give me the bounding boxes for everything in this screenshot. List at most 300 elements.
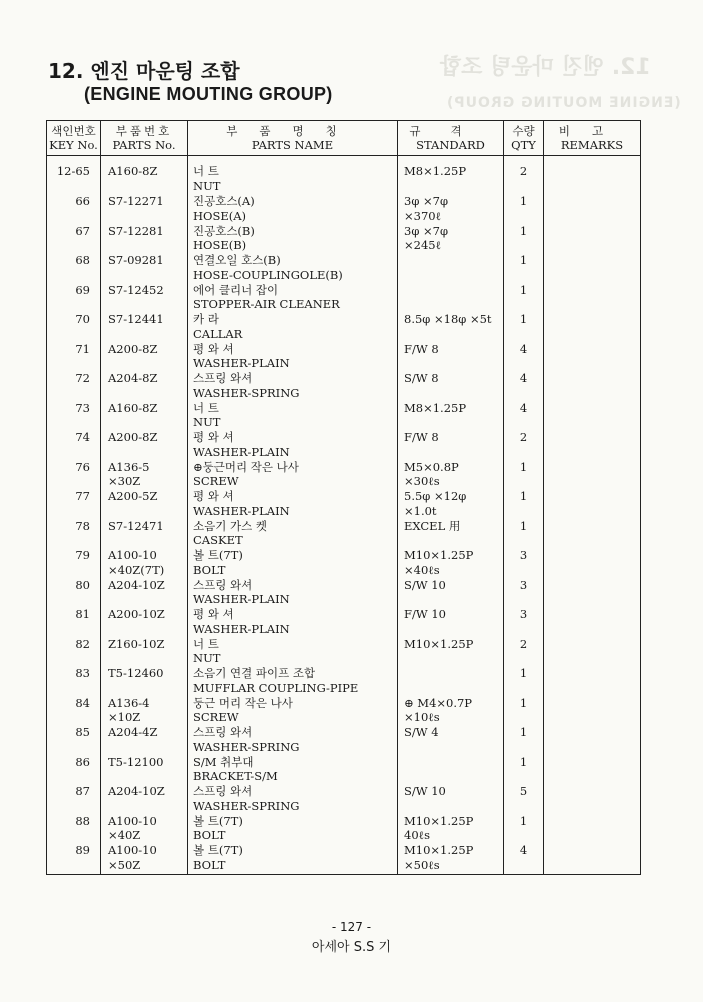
header-standard-ko: 규격 [409, 124, 492, 138]
part-name-cell [188, 696, 398, 726]
table-row [47, 194, 641, 224]
key-cell: 12-65 [47, 156, 101, 195]
part-name-cell [188, 489, 398, 519]
part-no-line: A204-10Z [108, 784, 165, 798]
standard-cell [398, 460, 504, 490]
standard-line: ×1.0t [404, 503, 437, 518]
key-cell: 84 [47, 696, 101, 726]
standard-cell [398, 342, 504, 372]
part-name-cell [188, 253, 398, 283]
header-qty-en: QTY [511, 138, 536, 152]
qty-cell: 1 [504, 696, 544, 726]
qty-cell: 1 [504, 519, 544, 549]
qty-cell: 2 [504, 637, 544, 667]
qty-cell: 3 [504, 578, 544, 608]
table-row [47, 430, 641, 460]
parts-table-header [47, 121, 641, 156]
part-name-cell [188, 784, 398, 814]
remarks-cell [544, 224, 641, 254]
remarks-cell [544, 430, 641, 460]
key-cell: 79 [47, 548, 101, 578]
standard-line: M8×1.25P [404, 400, 467, 415]
standard-line: 5.5φ ×12φ [404, 489, 467, 503]
remarks-cell [544, 755, 641, 785]
header-part-name-ko: 부품명칭 [226, 124, 359, 138]
part-name-english: WASHER-SPRING [193, 385, 300, 400]
part-name-cell [188, 755, 398, 785]
part-no-cell [101, 283, 188, 313]
standard-line: ×370ℓ [404, 208, 442, 223]
standard-line: M10×1.25P [404, 843, 474, 857]
part-name-cell [188, 637, 398, 667]
part-name-korean: 연결오일 호스(B) [193, 253, 281, 267]
part-name-english: NUT [193, 651, 221, 665]
part-no-line: A200-10Z [108, 607, 165, 621]
standard-line: M10×1.25P [404, 813, 474, 828]
remarks-cell [544, 519, 641, 549]
qty-cell: 1 [504, 460, 544, 490]
qty-cell: 2 [504, 156, 544, 195]
part-name-english: SCREW [193, 710, 239, 724]
table-row [47, 814, 641, 844]
standard-line: ×30ℓs [404, 474, 440, 488]
part-name-english: HOSE-COUPLINGOLE(B) [193, 267, 343, 282]
standard-line: M10×1.25P [404, 636, 474, 651]
standard-cell [398, 156, 504, 195]
part-name-cell [188, 607, 398, 637]
remarks-cell [544, 548, 641, 578]
standard-line: EXCEL 用 [404, 518, 461, 533]
part-name-korean: 볼 트(7T) [193, 548, 243, 562]
qty-cell: 1 [504, 224, 544, 254]
part-no-cell [101, 194, 188, 224]
remarks-cell [544, 814, 641, 844]
header-part-name-en: PARTS NAME [251, 138, 334, 152]
standard-cell [398, 194, 504, 224]
part-name-korean: 둥근 머리 작은 나사 [193, 695, 293, 710]
part-name-cell [188, 401, 398, 431]
table-row [47, 371, 641, 401]
remarks-cell [544, 194, 641, 224]
remarks-cell [544, 843, 641, 875]
page-title-korean: 12. 엔진 마운팅 조합 [48, 59, 240, 83]
part-no-line: S7-12471 [108, 518, 164, 533]
part-name-english: WASHER-SPRING [193, 739, 300, 754]
part-name-korean: S/M 취부대 [193, 754, 254, 769]
header-standard-en: STANDARD [416, 138, 485, 152]
header-part-name [188, 121, 398, 156]
standard-cell [398, 312, 504, 342]
part-name-english: WASHER-PLAIN [193, 592, 290, 606]
remarks-cell [544, 283, 641, 313]
table-row [47, 489, 641, 519]
qty-cell: 3 [504, 548, 544, 578]
key-cell: 83 [47, 666, 101, 696]
standard-cell [398, 519, 504, 549]
part-name-korean: 평 와 셔 [193, 489, 234, 503]
part-no-line: S7-09281 [108, 253, 164, 267]
qty-cell: 1 [504, 283, 544, 313]
part-no-line: A100-10 [108, 843, 157, 857]
key-cell: 82 [47, 637, 101, 667]
part-name-english: CASKET [193, 533, 243, 547]
part-name-korean: 평 와 셔 [193, 430, 234, 444]
part-name-korean: 진공호스(A) [193, 194, 255, 208]
standard-line: S/W 10 [404, 784, 446, 798]
key-cell: 87 [47, 784, 101, 814]
part-name-korean: 소음기 가스 켓 [193, 518, 267, 533]
remarks-cell [544, 312, 641, 342]
table-row [47, 725, 641, 755]
header-part-no-ko: 부품번호 [115, 124, 173, 138]
part-name-korean: 스프링 와셔 [193, 577, 253, 592]
standard-line: M5×0.8P [404, 459, 459, 474]
standard-cell [398, 578, 504, 608]
bleed-through-title-english: (ENGINE MOUTING GROUP) [446, 95, 681, 111]
part-name-cell [188, 666, 398, 696]
part-name-english: NUT [193, 415, 221, 429]
standard-line: M10×1.25P [404, 548, 474, 562]
standard-line: ×50ℓs [404, 857, 440, 872]
part-name-cell [188, 312, 398, 342]
standard-cell [398, 696, 504, 726]
part-name-english: MUFFLAR COUPLING-PIPE [193, 680, 359, 695]
bleed-through-title-korean: 12. 엔진 마운팅 조합 [440, 55, 651, 80]
parts-table-body [47, 156, 641, 875]
part-name-english: BOLT [193, 562, 226, 577]
page-number: - 127 - [331, 920, 372, 934]
part-no-line: A136-5 [108, 459, 150, 474]
standard-line: F/W 8 [404, 430, 439, 444]
part-no-cell [101, 814, 188, 844]
key-cell: 77 [47, 489, 101, 519]
header-part-no [101, 121, 188, 156]
standard-cell [398, 401, 504, 431]
standard-line: ×245ℓ [404, 238, 442, 252]
part-name-cell [188, 156, 398, 195]
header-remarks [544, 121, 641, 156]
table-row [47, 401, 641, 431]
part-name-korean: 소음기 연결 파이프 조합 [193, 666, 316, 680]
part-no-cell [101, 156, 188, 195]
part-name-korean: 볼 트(7T) [193, 813, 243, 828]
table-row [47, 578, 641, 608]
part-no-line: A200-8Z [108, 341, 158, 356]
part-name-korean: 카 라 [193, 312, 219, 326]
remarks-cell [544, 725, 641, 755]
key-cell: 71 [47, 342, 101, 372]
part-name-cell [188, 430, 398, 460]
key-cell: 88 [47, 814, 101, 844]
qty-cell: 4 [504, 371, 544, 401]
part-name-cell [188, 371, 398, 401]
part-name-cell [188, 725, 398, 755]
key-cell: 86 [47, 755, 101, 785]
table-row [47, 460, 641, 490]
part-name-cell [188, 843, 398, 875]
table-row [47, 637, 641, 667]
header-key-ko: 색인번호 [51, 124, 96, 138]
standard-cell [398, 637, 504, 667]
standard-cell [398, 666, 504, 696]
part-name-cell [188, 814, 398, 844]
table-row [47, 283, 641, 313]
part-name-english: BRACKET-S/M [193, 769, 278, 783]
part-name-korean: 너 트 [193, 636, 219, 651]
standard-cell [398, 430, 504, 460]
remarks-cell [544, 401, 641, 431]
header-standard [398, 121, 504, 156]
part-no-cell [101, 666, 188, 696]
part-name-korean: 스프링 와셔 [193, 371, 253, 385]
remarks-cell [544, 342, 641, 372]
part-name-korean: 너 트 [193, 164, 219, 178]
qty-cell: 1 [504, 312, 544, 342]
table-row [47, 843, 641, 875]
part-no-cell [101, 784, 188, 814]
remarks-cell [544, 666, 641, 696]
bleed-through-title [440, 50, 681, 111]
qty-cell: 1 [504, 755, 544, 785]
qty-cell: 4 [504, 342, 544, 372]
standard-line: F/W 8 [404, 341, 439, 356]
part-name-korean: 평 와 셔 [193, 607, 234, 621]
page-title-english: (ENGINE MOUTING GROUP) [84, 84, 333, 104]
part-name-english: WASHER-PLAIN [193, 503, 290, 518]
part-no-cell [101, 312, 188, 342]
part-no-line: T5-12100 [108, 754, 164, 769]
standard-line: 3φ ×7φ [404, 223, 449, 238]
part-no-line: S7-12441 [108, 312, 164, 326]
qty-cell: 1 [504, 194, 544, 224]
part-no-line: ×30Z [108, 474, 141, 488]
part-name-english: BOLT [193, 828, 226, 842]
part-no-line: A204-8Z [108, 371, 158, 385]
standard-cell [398, 253, 504, 283]
remarks-cell [544, 156, 641, 195]
part-no-line: A200-8Z [108, 430, 158, 444]
part-no-line: ×50Z [108, 857, 141, 872]
standard-cell [398, 224, 504, 254]
part-no-line: S7-12271 [108, 194, 164, 208]
standard-cell [398, 725, 504, 755]
part-no-line: S7-12452 [108, 282, 164, 297]
part-no-line: A100-10 [108, 813, 157, 828]
qty-cell: 1 [504, 253, 544, 283]
header-qty [504, 121, 544, 156]
key-cell: 73 [47, 401, 101, 431]
qty-cell: 4 [504, 401, 544, 431]
standard-line: 8.5φ ×18φ ×5t [404, 312, 492, 326]
qty-cell: 1 [504, 725, 544, 755]
standard-cell [398, 371, 504, 401]
standard-cell [398, 814, 504, 844]
standard-cell [398, 607, 504, 637]
part-no-line: A200-5Z [108, 489, 158, 503]
part-no-cell [101, 578, 188, 608]
standard-line: S/W 8 [404, 371, 439, 385]
part-no-line: ×40Z(7T) [108, 562, 165, 577]
part-no-line: A160-8Z [108, 400, 158, 415]
part-name-english: BOLT [193, 857, 226, 872]
part-no-cell [101, 460, 188, 490]
key-cell: 69 [47, 283, 101, 313]
standard-line: M8×1.25P [404, 164, 467, 178]
part-no-line: S7-12281 [108, 223, 164, 238]
part-name-korean: 진공호스(B) [193, 223, 255, 238]
table-row [47, 224, 641, 254]
part-name-english: STOPPER-AIR CLEANER [193, 297, 340, 311]
part-name-korean: 너 트 [193, 400, 219, 415]
table-row [47, 253, 641, 283]
part-name-korean: 스프링 와셔 [193, 784, 253, 798]
part-no-cell [101, 253, 188, 283]
key-cell: 81 [47, 607, 101, 637]
part-no-cell [101, 489, 188, 519]
standard-line: 40ℓs [404, 828, 431, 842]
part-no-line: T5-12460 [108, 666, 164, 680]
part-name-korean: ⊕둥근머리 작은 나사 [193, 459, 299, 474]
part-name-cell [188, 460, 398, 490]
part-name-cell [188, 342, 398, 372]
remarks-cell [544, 607, 641, 637]
part-name-english: SCREW [193, 474, 239, 488]
remarks-cell [544, 489, 641, 519]
key-cell: 89 [47, 843, 101, 875]
part-no-line: Z160-10Z [108, 636, 165, 651]
standard-line: F/W 10 [404, 607, 446, 621]
part-name-cell [188, 224, 398, 254]
key-cell: 70 [47, 312, 101, 342]
part-name-english: WASHER-SPRING [193, 798, 300, 813]
header-key-en: KEY No. [49, 138, 98, 152]
standard-cell [398, 548, 504, 578]
parts-table [46, 120, 641, 875]
standard-line: ×10ℓs [404, 710, 440, 724]
remarks-cell [544, 253, 641, 283]
part-name-english: CALLAR [193, 326, 243, 341]
part-name-english: WASHER-PLAIN [193, 444, 290, 459]
part-name-cell [188, 519, 398, 549]
part-name-korean: 에어 클리너 잡이 [193, 282, 279, 297]
key-cell: 66 [47, 194, 101, 224]
part-name-english: WASHER-PLAIN [193, 621, 290, 636]
part-name-cell [188, 578, 398, 608]
key-cell: 72 [47, 371, 101, 401]
key-cell: 85 [47, 725, 101, 755]
table-row [47, 342, 641, 372]
table-row [47, 548, 641, 578]
standard-cell [398, 843, 504, 875]
key-cell: 67 [47, 224, 101, 254]
part-no-line: A136-4 [108, 695, 150, 710]
header-qty-ko: 수량 [512, 124, 535, 138]
part-no-line: ×40Z [108, 828, 141, 842]
part-no-line: A204-10Z [108, 577, 165, 592]
book-title: 아세아 S.S 기 [311, 940, 392, 955]
standard-line: 3φ ×7φ [404, 194, 449, 208]
part-name-english: HOSE(A) [193, 208, 247, 223]
qty-cell: 1 [504, 666, 544, 696]
part-name-english: HOSE(B) [193, 238, 247, 252]
part-no-cell [101, 637, 188, 667]
header-key [47, 121, 101, 156]
part-no-cell [101, 548, 188, 578]
part-no-cell [101, 519, 188, 549]
part-no-cell [101, 401, 188, 431]
standard-line: ⊕ M4×0.7P [404, 695, 473, 710]
qty-cell: 4 [504, 843, 544, 875]
key-cell: 76 [47, 460, 101, 490]
standard-line: S/W 4 [404, 725, 439, 739]
part-name-cell [188, 548, 398, 578]
standard-cell [398, 755, 504, 785]
key-cell: 68 [47, 253, 101, 283]
part-name-cell [188, 283, 398, 313]
part-name-cell [188, 194, 398, 224]
header-part-no-en: PARTS No. [112, 138, 176, 152]
part-name-korean: 스프링 와셔 [193, 725, 253, 739]
standard-cell [398, 489, 504, 519]
header-remarks-en: REMARKS [560, 138, 624, 152]
standard-cell [398, 283, 504, 313]
key-cell: 80 [47, 578, 101, 608]
standard-line: ×40ℓs [404, 562, 440, 577]
remarks-cell [544, 696, 641, 726]
part-name-english: NUT [193, 178, 221, 193]
table-row [47, 312, 641, 342]
qty-cell: 1 [504, 814, 544, 844]
table-row [47, 696, 641, 726]
part-no-cell [101, 342, 188, 372]
part-no-line: A204-4Z [108, 725, 158, 739]
remarks-cell [544, 578, 641, 608]
qty-cell: 2 [504, 430, 544, 460]
qty-cell: 5 [504, 784, 544, 814]
part-name-english: WASHER-PLAIN [193, 356, 290, 370]
part-name-korean: 평 와 셔 [193, 341, 234, 356]
part-no-cell [101, 725, 188, 755]
remarks-cell [544, 460, 641, 490]
table-row [47, 519, 641, 549]
part-no-cell [101, 371, 188, 401]
standard-line: S/W 10 [404, 577, 446, 592]
table-row [47, 666, 641, 696]
part-no-cell [101, 224, 188, 254]
table-row [47, 156, 641, 195]
table-row [47, 784, 641, 814]
qty-cell: 1 [504, 489, 544, 519]
header-remarks-ko: 비고 [558, 124, 626, 138]
part-no-line: ×10Z [108, 710, 141, 724]
standard-cell [398, 784, 504, 814]
part-no-cell [101, 843, 188, 875]
part-no-cell [101, 696, 188, 726]
part-no-cell [101, 755, 188, 785]
part-no-line: A160-8Z [108, 164, 158, 178]
part-no-cell [101, 607, 188, 637]
table-row [47, 755, 641, 785]
remarks-cell [544, 371, 641, 401]
key-cell: 74 [47, 430, 101, 460]
remarks-cell [544, 784, 641, 814]
part-name-korean: 볼 트(7T) [193, 843, 243, 857]
part-no-line: A100-10 [108, 548, 157, 562]
qty-cell: 3 [504, 607, 544, 637]
key-cell: 78 [47, 519, 101, 549]
table-row [47, 607, 641, 637]
remarks-cell [544, 637, 641, 667]
